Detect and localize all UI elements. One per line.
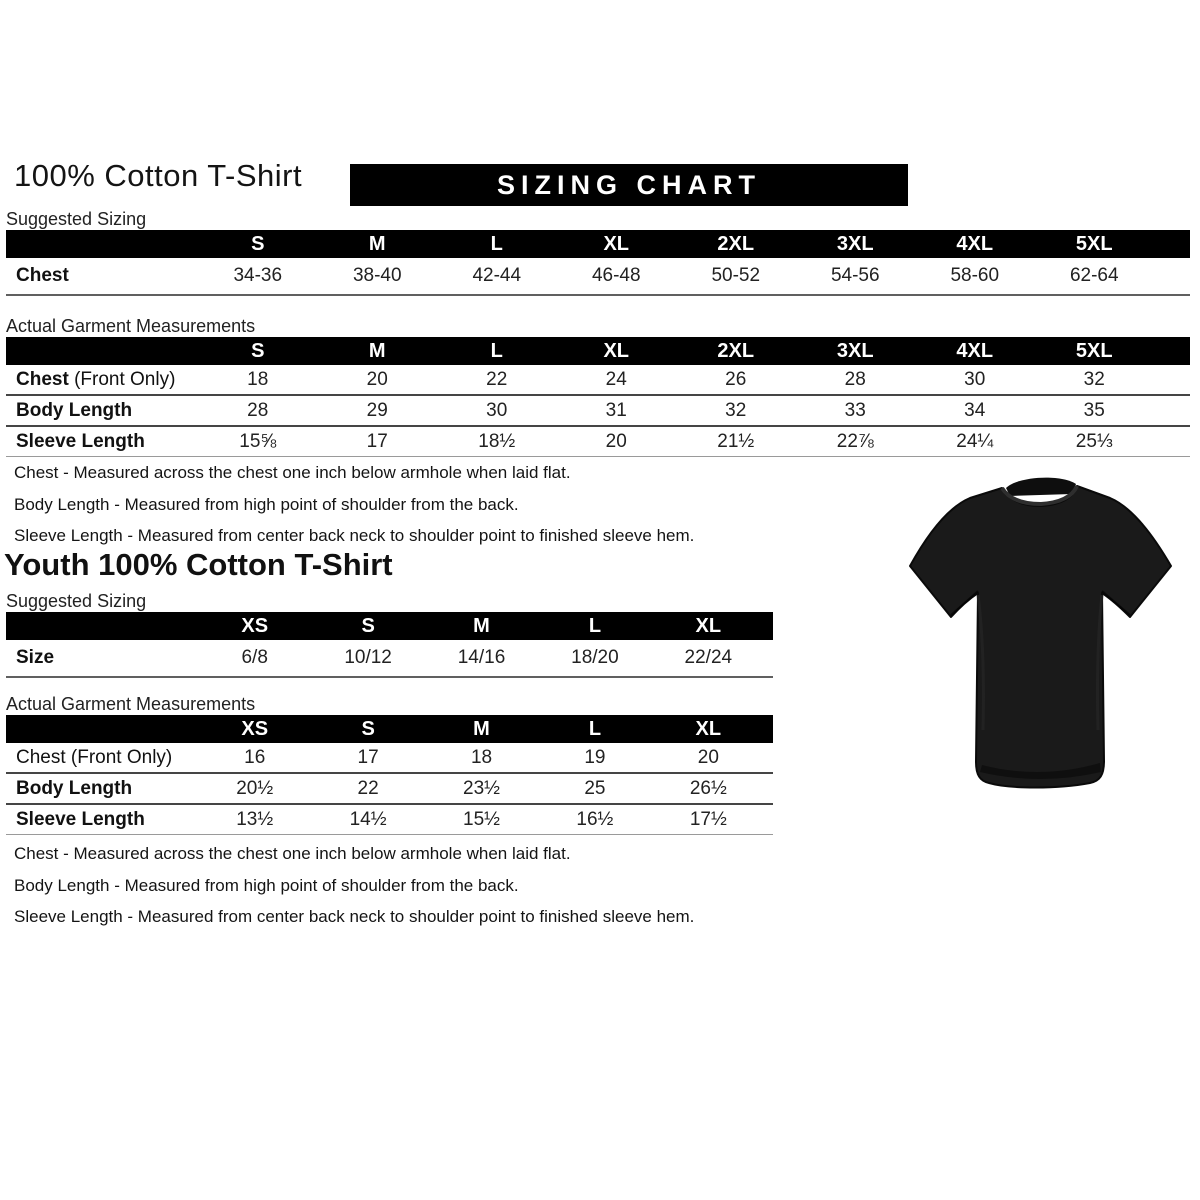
row-label: Body Length	[16, 777, 133, 799]
size-col-header: L	[490, 339, 503, 362]
measure-cell: 32	[725, 399, 747, 421]
measure-cell: 18½	[478, 430, 516, 452]
measure-cell: 31	[605, 399, 627, 421]
note-sleeve-length: Sleeve Length - Measured from center back neck to shoulder point to finished sleeve hem.	[14, 907, 695, 926]
tshirt-graphic	[890, 470, 1192, 808]
youth-measurements-label: Actual Garment Measurements	[6, 694, 256, 714]
measure-cell: 20½	[236, 777, 274, 799]
size-col-header: L	[588, 614, 602, 637]
row-label-suffix: (Front Only)	[74, 368, 176, 390]
size-col-header: XS	[241, 614, 269, 637]
youth-body-length-row	[6, 772, 773, 803]
size-col-header: 5XL	[1075, 339, 1113, 362]
measure-cell: 25⅓	[1075, 430, 1113, 452]
size-col-header: M	[368, 339, 386, 362]
note-body-length: Body Length - Measured from high point of shoulder from the back.	[14, 494, 519, 514]
measure-cell: 34	[964, 399, 986, 421]
size-range-cell: 10/12	[344, 647, 392, 668]
size-col-header: 3XL	[836, 339, 874, 362]
measure-cell: 17	[366, 430, 388, 452]
chest-range-cell: 54-56	[830, 265, 880, 286]
note-chest: Chest - Measured across the chest one inch below armhole when laid flat.	[14, 463, 571, 482]
size-col-header: S	[251, 232, 265, 255]
chest-range-cell: 38-40	[352, 265, 402, 286]
size-col-header: XL	[695, 717, 722, 740]
row-label: Chest (Front Only)	[16, 746, 173, 768]
size-col-header: S	[251, 339, 265, 362]
size-col-header: S	[361, 717, 375, 740]
size-col-header: XS	[241, 717, 269, 740]
measure-cell: 24¼	[956, 430, 994, 452]
measure-cell: 35	[1083, 399, 1105, 421]
measure-cell: 26	[725, 368, 747, 390]
row-label: Sleeve Length	[16, 808, 145, 830]
youth-measurements-header-row	[6, 715, 773, 743]
measure-cell: 28	[247, 399, 269, 421]
measure-cell: 22	[357, 777, 379, 799]
measure-cell: 13½	[236, 808, 274, 830]
measure-cell: 32	[1083, 368, 1105, 390]
size-col-header: 4XL	[956, 232, 994, 255]
chest-range-cell: 46-48	[591, 265, 641, 286]
black-tshirt-image	[890, 470, 1192, 808]
youth-suggested-header-row	[6, 612, 773, 640]
row-label: Size	[16, 647, 55, 668]
size-col-header: S	[361, 614, 375, 637]
measure-cell: 30	[964, 368, 986, 390]
chest-range-cell: 34-36	[233, 265, 283, 286]
measure-cell: 15½	[463, 808, 500, 830]
measure-cell: 21½	[717, 430, 755, 452]
chest-range-cell: 50-52	[711, 265, 761, 286]
measure-cell: 14½	[349, 808, 387, 830]
size-col-header: 2XL	[717, 339, 755, 362]
size-col-header: XL	[695, 614, 722, 637]
size-col-header: 2XL	[717, 232, 755, 255]
size-col-header: L	[588, 717, 602, 740]
size-col-header: 5XL	[1075, 232, 1113, 255]
youth-suggested-sizing-table	[6, 612, 773, 678]
adult-suggested-header-row	[6, 230, 1190, 258]
measure-cell: 26½	[689, 777, 727, 799]
size-range-cell: 18/20	[571, 647, 619, 668]
measure-cell: 20	[697, 746, 719, 768]
size-col-header: M	[473, 717, 490, 740]
chest-range-cell: 58-60	[950, 265, 1000, 286]
measure-cell: 18	[470, 746, 493, 768]
youth-measurement-notes	[14, 838, 694, 933]
youth-measurements-table	[6, 715, 773, 835]
size-col-header: M	[473, 614, 490, 637]
measure-cell: 25	[584, 777, 606, 799]
adult-measurements-table	[6, 337, 1190, 457]
adult-measurement-notes	[14, 457, 694, 552]
youth-chest-measure-row	[6, 743, 773, 772]
measure-cell: 22⅞	[836, 430, 874, 452]
size-range-cell: 6/8	[241, 647, 268, 668]
note-body-length: Body Length - Measured from high point of shoulder from the back.	[14, 875, 519, 895]
measure-cell: 28	[844, 368, 866, 390]
row-label: Chest	[16, 265, 69, 286]
sizing-chart-banner-text: SIZING CHART	[497, 169, 761, 200]
measure-cell: 30	[486, 399, 508, 421]
measure-cell: 16½	[576, 808, 614, 830]
size-range-cell: 14/16	[457, 647, 506, 668]
chest-range-cell: 42-44	[472, 265, 522, 286]
adult-suggested-sizing-table	[6, 230, 1190, 296]
youth-size-row	[6, 640, 773, 678]
page-title: 100% Cotton T-Shirt	[14, 158, 303, 193]
size-col-header: XL	[603, 339, 630, 362]
size-col-header: 3XL	[836, 232, 874, 255]
measure-cell: 24	[605, 368, 627, 390]
size-col-header: L	[490, 232, 503, 255]
measure-cell: 17½	[689, 808, 727, 830]
measure-cell: 22	[486, 368, 508, 390]
row-label: Chest (Front Only)	[16, 368, 176, 390]
adult-measurements-header-row	[6, 337, 1190, 365]
adult-body-length-row	[6, 394, 1190, 425]
measure-cell: 33	[844, 399, 866, 421]
measure-cell: 19	[584, 746, 606, 768]
adult-measurements-label: Actual Garment Measurements	[6, 316, 256, 336]
measure-cell: 29	[366, 399, 388, 421]
youth-suggested-sizing-label: Suggested Sizing	[6, 591, 147, 611]
note-sleeve-length: Sleeve Length - Measured from center back neck to shoulder point to finished sleeve hem.	[14, 526, 695, 545]
chest-range-cell: 62-64	[1069, 265, 1119, 286]
measure-cell: 20	[366, 368, 388, 390]
youth-sleeve-length-row	[6, 803, 773, 834]
note-chest: Chest - Measured across the chest one inch below armhole when laid flat.	[14, 844, 571, 863]
row-label: Sleeve Length	[16, 430, 145, 452]
measure-cell: 16	[244, 746, 266, 768]
measure-cell: 17	[357, 746, 379, 768]
sizing-chart-banner	[350, 164, 908, 206]
size-col-header: M	[368, 232, 386, 255]
measure-cell: 15⅝	[239, 430, 277, 452]
size-col-header: XL	[603, 232, 630, 255]
youth-section-title: Youth 100% Cotton T-Shirt	[4, 547, 393, 582]
measure-cell: 20	[605, 430, 627, 452]
adult-sleeve-length-row	[6, 425, 1190, 456]
measure-cell: 23½	[463, 777, 500, 799]
adult-chest-suggested-row	[6, 258, 1190, 296]
size-range-cell: 22/24	[684, 647, 733, 668]
measure-cell: 18	[247, 368, 269, 390]
adult-chest-measure-row	[6, 365, 1190, 394]
size-col-header: 4XL	[956, 339, 994, 362]
row-label: Body Length	[16, 399, 133, 421]
adult-suggested-sizing-label: Suggested Sizing	[6, 209, 147, 229]
